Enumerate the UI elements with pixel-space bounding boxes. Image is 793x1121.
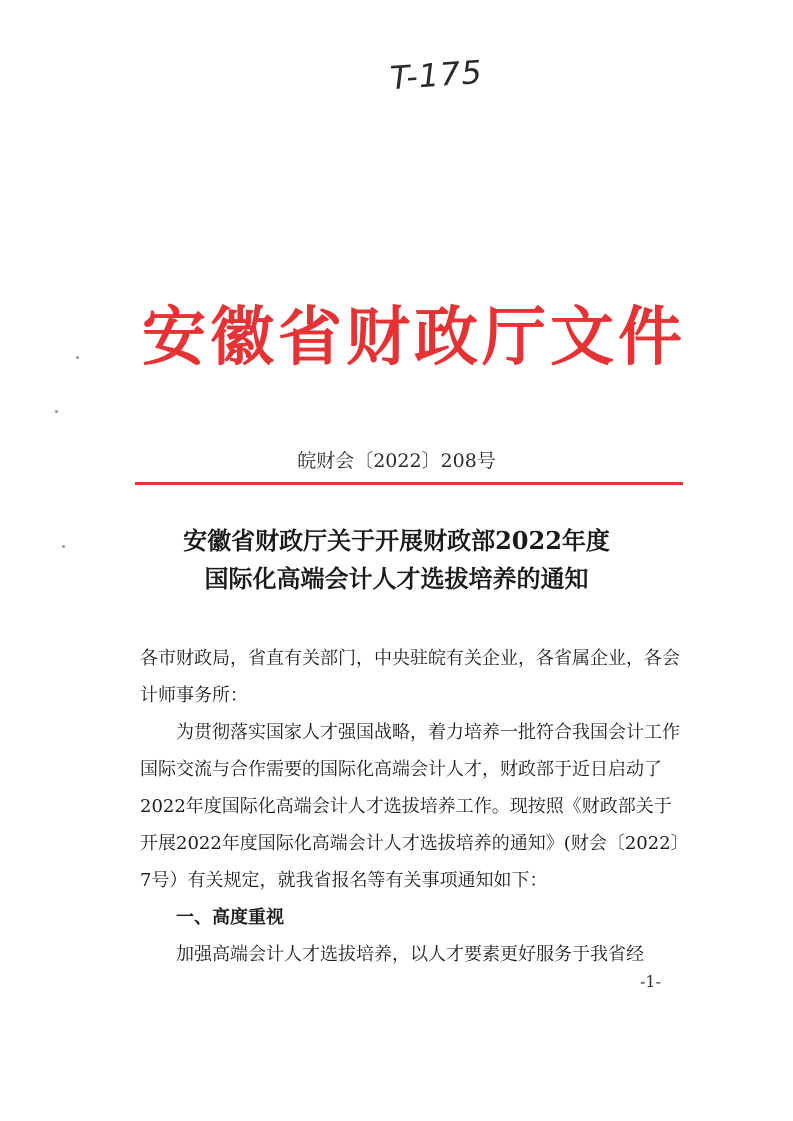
scan-speck (62, 545, 65, 548)
section-heading-1: 一、高度重视 (176, 907, 284, 928)
title-line-2: 国际化高端会计人才选拔培养的通知 (204, 564, 589, 593)
addressee: 各市财政局，省直有关部门，中央驻皖有关企业，各省属企业，各会计师事务所： (140, 648, 680, 706)
red-divider-line (135, 482, 683, 485)
paragraph-2: 加强高端会计人才选拔培养，以人才要素更好服务于我省经 (176, 944, 644, 965)
title-line-1: 安徽省财政厅关于开展财政部2022年度 (183, 526, 610, 555)
handwritten-note: T-175 (388, 52, 484, 98)
page-number: -1- (640, 972, 661, 991)
document-body (140, 640, 680, 973)
scan-speck (55, 410, 58, 413)
scan-speck (76, 356, 79, 359)
paragraph-1: 为贯彻落实国家人才强国战略，着力培养一批符合我国会计工作国际交流与合作需要的国际化高端会计人才，财政部于近日启动了2022年度国际化高端会计人才选拔培养工作。现按照《财政部关于开展2022年度国际化高端会计人才选拔培养的通知》(财会〔2022〕7号）有关规定，就我省报名等有关事项通知如下： (140, 722, 680, 891)
document-title (0, 522, 793, 598)
masthead-title: 安徽省财政厅文件 (142, 300, 686, 375)
document-number: 皖财会〔2022〕208号 (297, 450, 496, 472)
